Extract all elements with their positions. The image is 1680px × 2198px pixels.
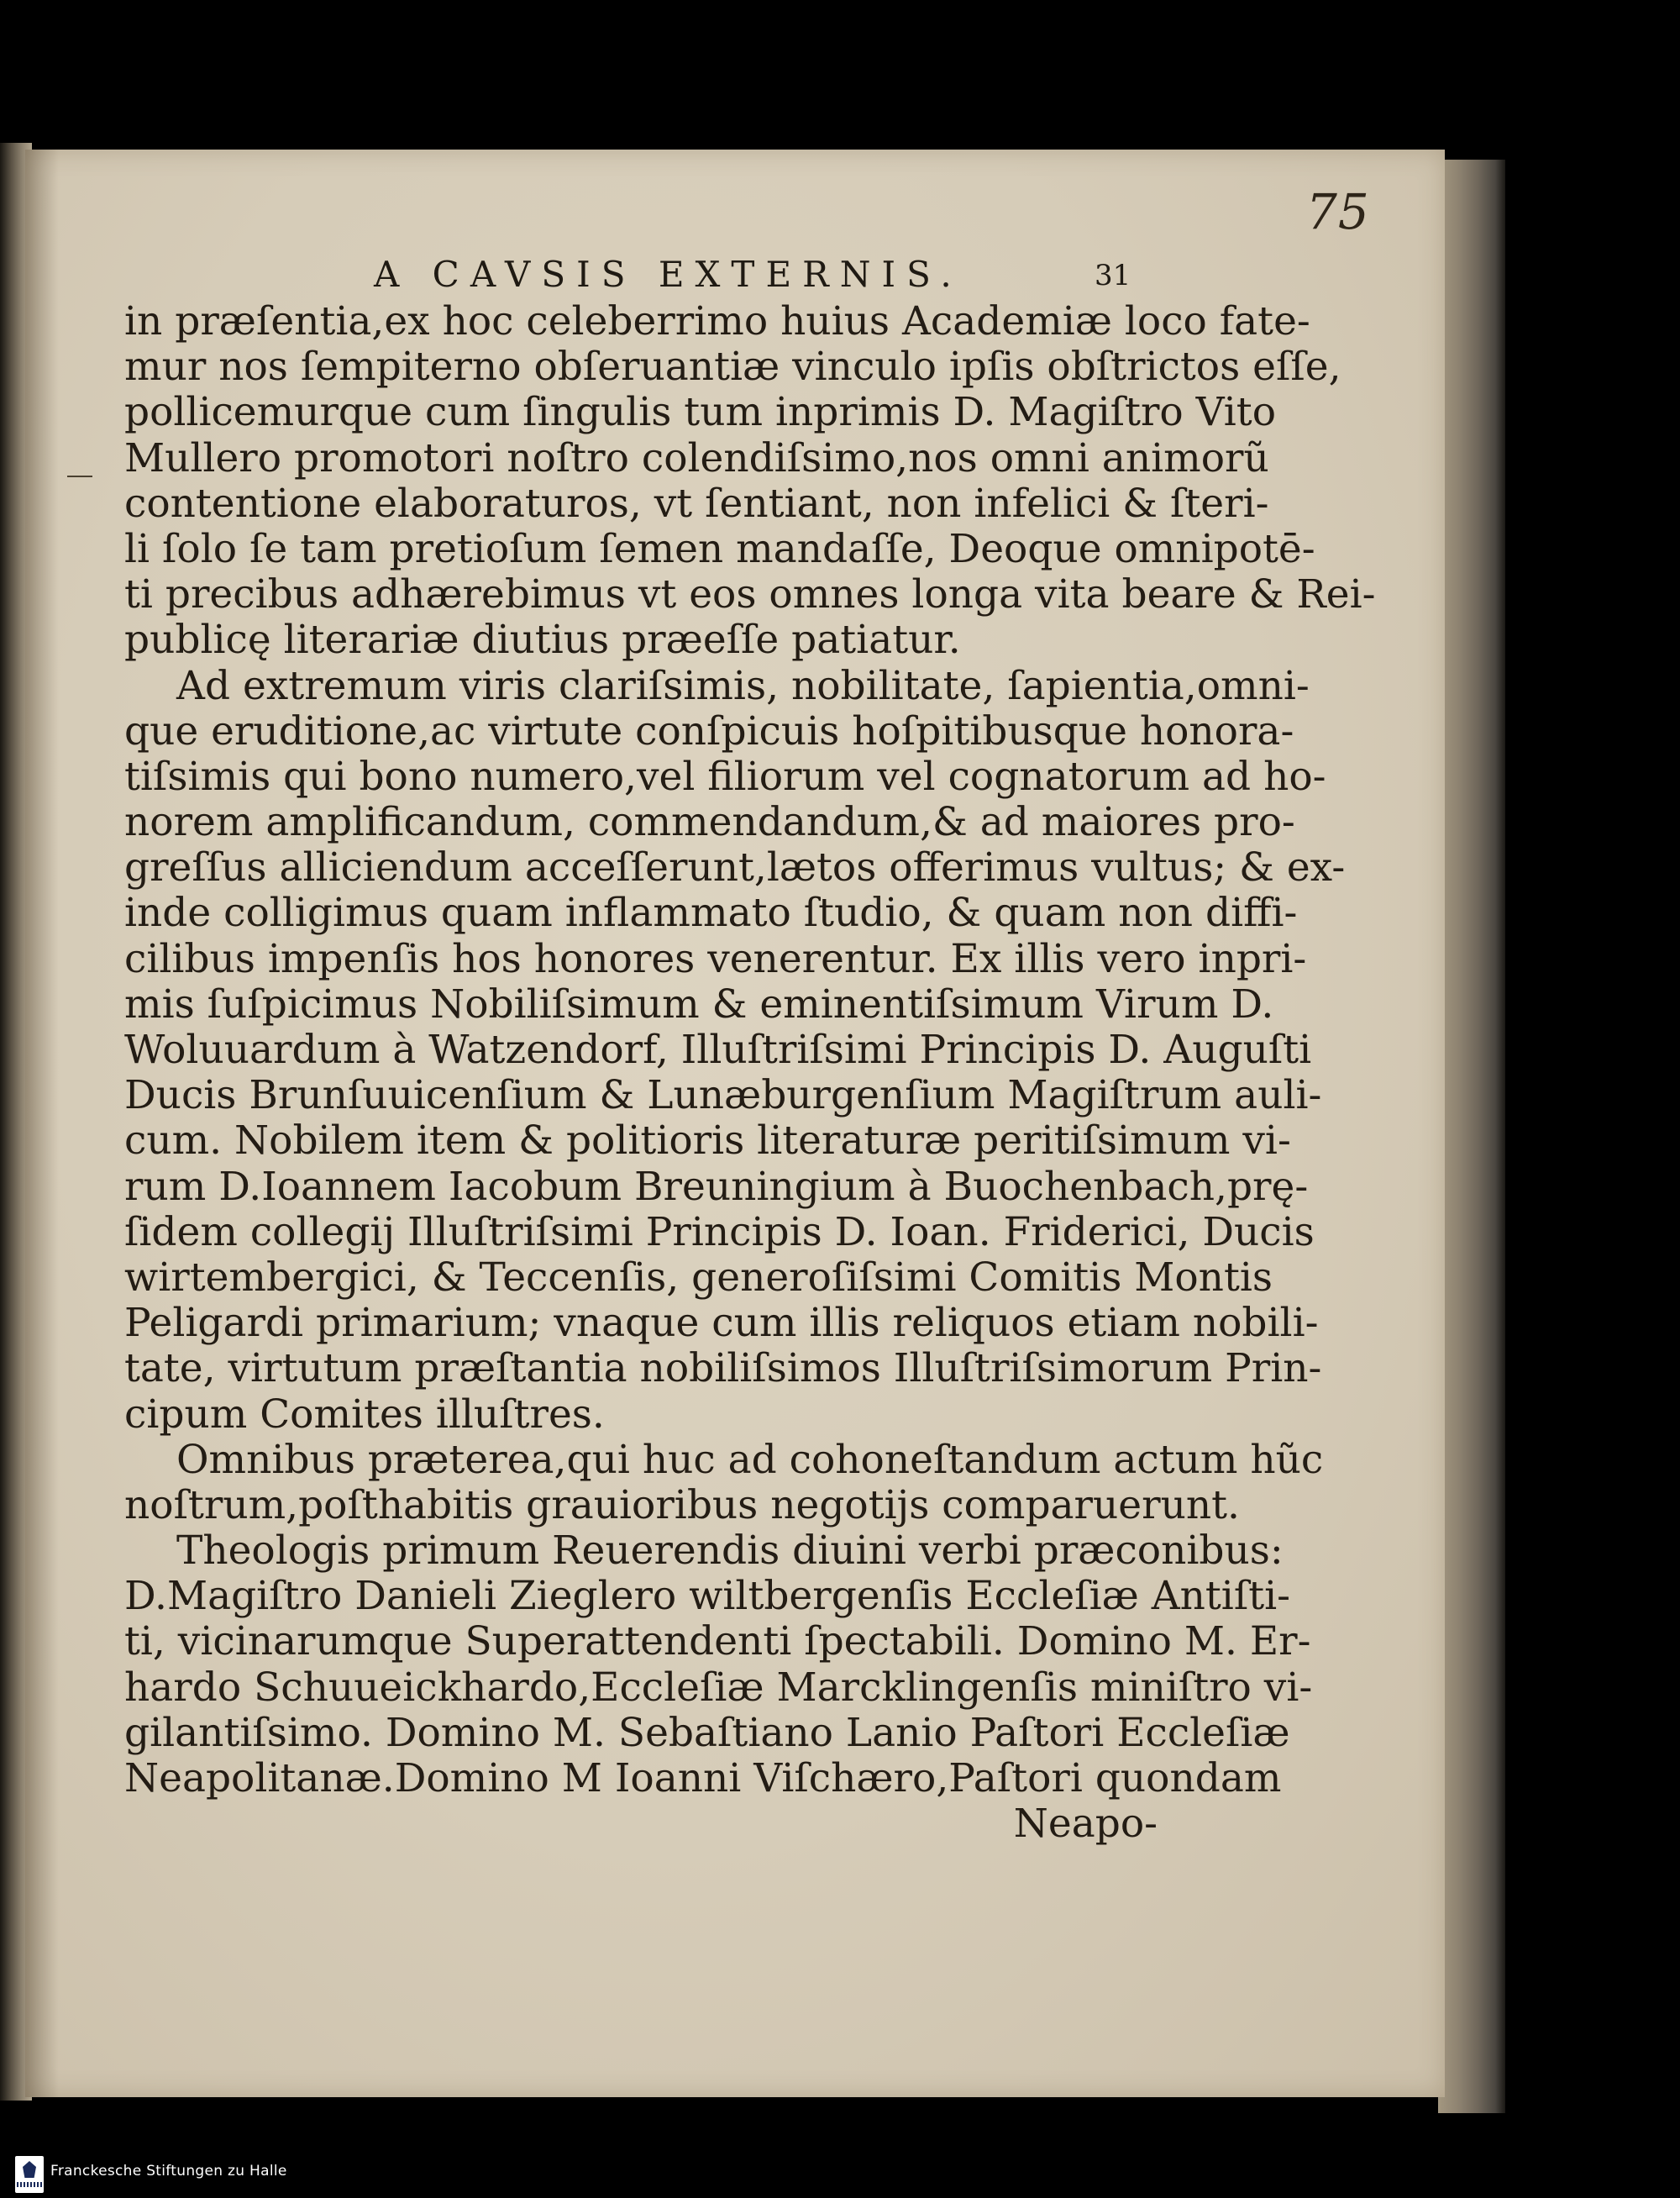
book-edge-right [1438, 160, 1505, 2113]
text-line: wirtembergici, & Teccenſis, generoſiſsimi Comitis Montis [124, 1254, 1273, 1301]
text-line: tiſsimis qui bono numero,vel filiorum vel cognatorum ad ho- [124, 753, 1326, 800]
text-line: gilantiſsimo. Domino M. Sebaſtiano Lanio Paſtori Eccleſiæ [124, 1709, 1290, 1756]
page-number: 31 [1095, 259, 1131, 292]
catchword: Neapo- [1013, 1801, 1158, 1848]
footer-institution: Franckesche Stiftungen zu Halle [50, 2163, 287, 2180]
text-line: inde colligimus quam inflammato ſtudio, & quam non diffi- [124, 890, 1298, 937]
text-line: mis ſuſpicimus Nobiliſsimum & eminentiſsimum Virum D. [124, 981, 1274, 1028]
text-line: cum. Nobilem item & politioris literaturæ peritiſsimum vi- [124, 1117, 1291, 1165]
text-line: Mullero promotori noſtro colendiſsimo,nos omni animorũ [124, 434, 1269, 481]
text-line: ſidem collegij Illuſtriſsimi Principis D. Ioan. Friderici, Ducis [124, 1208, 1315, 1255]
running-head: A CAVSIS EXTERNIS. [374, 254, 963, 295]
text-line: in præſentia,ex hoc celeberrimo huius Academiæ loco fate- [124, 298, 1310, 344]
text-line: Peligardi primarium; vnaque cum illis reliquos etiam nobili- [124, 1300, 1319, 1347]
text-line: que eruditione,ac virtute conſpicuis hoſpitibusque honora- [124, 707, 1294, 755]
margin-mark [67, 476, 92, 477]
text-line: publicę literariæ diutius præeſſe patiatur. [124, 617, 961, 664]
text-line: ti precibus adhærebimus vt eos omnes longa vita beare & Rei- [124, 571, 1376, 618]
text-line: Theologis primum Reuerendis diuini verbi præconibus: [176, 1528, 1284, 1575]
text-line: norem amplificandum, commendandum,& ad maiores pro- [124, 799, 1295, 846]
text-line: rum D.Ioannem Iacobum Breuningium à Buochenbach,prę- [124, 1163, 1309, 1210]
text-line: hardo Schuueickhardo,Eccleſiæ Marcklingenſis miniſtro vi- [124, 1664, 1313, 1711]
text-line: contentione elaboraturos, vt ſentiant, non infelici & ſteri- [124, 480, 1269, 527]
text-line: noſtrum,poſthabitis grauioribus negotijs comparuerunt. [124, 1481, 1240, 1528]
body-text [124, 298, 1376, 1848]
text-line: pollicemurque cum ſingulis tum inprimis D. Magiſtro Vito [124, 389, 1276, 436]
text-line: Ad extremum viris clariſsimis, nobilitate, ſapientia,omni- [176, 662, 1310, 709]
text-line: D.Magiſtro Danieli Zieglero wiltbergenſis Eccleſiæ Antiſti- [124, 1573, 1291, 1620]
text-line: Woluuardum à Watzendorf, Illuſtriſsimi Principis D. Auguſti [124, 1027, 1312, 1073]
text-line: cilibus impenſis hos honores venerentur. Ex illis vero inpri- [124, 935, 1307, 982]
text-line: Omnibus præterea,qui huc ad cohoneſtandum actum hũc [176, 1436, 1324, 1483]
handwritten-folio-number: 75 [1306, 183, 1370, 240]
logo-wordmark-icon [17, 2182, 42, 2187]
text-line: li ſolo ſe tam pretioſum ſemen mandaſſe, Deoque omnipotē- [124, 525, 1315, 572]
text-line: cipum Comites illuſtres. [124, 1391, 605, 1438]
text-line: greſſus alliciendum acceſſerunt,lætos offerimus vultus; & ex- [124, 844, 1346, 891]
gutter-shadow [25, 150, 59, 2097]
text-line: Neapolitanæ.Domino M Ioanni Viſchæro,Paſtori quondam [124, 1755, 1282, 1801]
text-line: tate, virtutum præſtantia nobiliſsimos Illuſtriſsimorum Prin- [124, 1345, 1322, 1392]
text-line: Ducis Brunſuuicenſium & Lunæburgenſium Magiſtrum auli- [124, 1072, 1322, 1119]
text-line: mur nos ſempiterno obſeruantiæ vinculo ipſis obſtrictos eſſe, [124, 344, 1341, 391]
text-line: ti, vicinarumque Superattendenti ſpectabili. Domino M. Er- [124, 1618, 1311, 1665]
